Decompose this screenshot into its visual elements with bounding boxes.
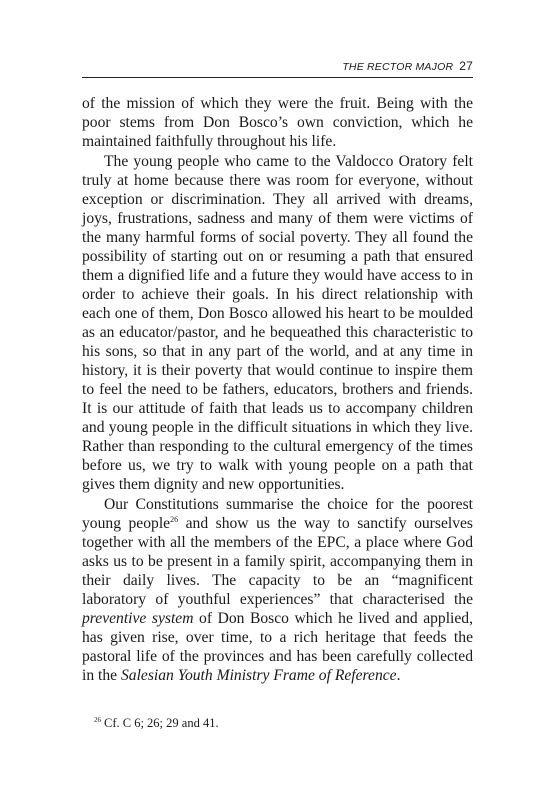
italic-frame-of-reference: Salesian Youth Ministry Frame of Reference [120, 667, 397, 684]
paragraph-3-part-a: Our Constitutions summarise the choice for the poorest young people [82, 496, 473, 532]
paragraph-2: The young people who came to the Valdocco Oratory felt truly at home because there was room for everyone, without exception or discrimination. They all arrived with dreams, joys, frustrations, sadness and many of them were victims of the many harmful forms of social poverty. They all found the possibility of starting out on or resuming a path that ensured them a dignified life and a future they would have access to in order to achieve their goals. In his direct relationship with each one of them, Don Bosco allowed his heart to be moulded as an educator/pastor, and he bequeathed this characteristic to his sons, so that in any part of the world, and at any time in history, it is their poverty that would continue to inspire them to feel the need to be fathers, educators, brothers and friends. It is our attitude of faith that leads us to accompany children and young people in the difficult situations in which they live. Rather than responding to the cultural emergency of the times before us, we try to walk with young people on a path that gives them dignity and new opportunities. [82, 153, 473, 493]
footnote-number: 26 [94, 715, 101, 724]
footnote-26 [94, 716, 474, 731]
running-title: THE RECTOR MAJOR [342, 61, 454, 73]
page-number: 27 [459, 59, 473, 73]
footnote-text: Cf. C 6; 26; 29 and 41. [104, 716, 219, 730]
running-head [82, 59, 473, 73]
footnote-ref-26: 26 [170, 514, 179, 524]
paragraph-3-part-b: and show us the way to sanctify ourselves together with all the members of the EPC, a place where God asks us to be present in a family spirit, accompanying them in their daily lives. The capacity to be an “magnificent laboratory of youthful experiences” that characterised the [82, 515, 473, 608]
paragraph-1: of the mission of which they were the fruit. Being with the poor stems from Don Bosco’s own conviction, which he maintained faithfully throughout his life. [82, 95, 473, 150]
paragraph-3-part-c: of Don Bosco which he lived and applied, has given rise, over time, to a rich heritage that feeds the pastoral life of the provinces and has been carefully collected in the [82, 610, 473, 684]
body-text [82, 94, 473, 685]
header-rule [82, 77, 473, 78]
paragraph-3-part-d: . [396, 667, 401, 684]
paragraph-3 [82, 495, 473, 685]
italic-preventive-system: preventive system [82, 610, 194, 627]
